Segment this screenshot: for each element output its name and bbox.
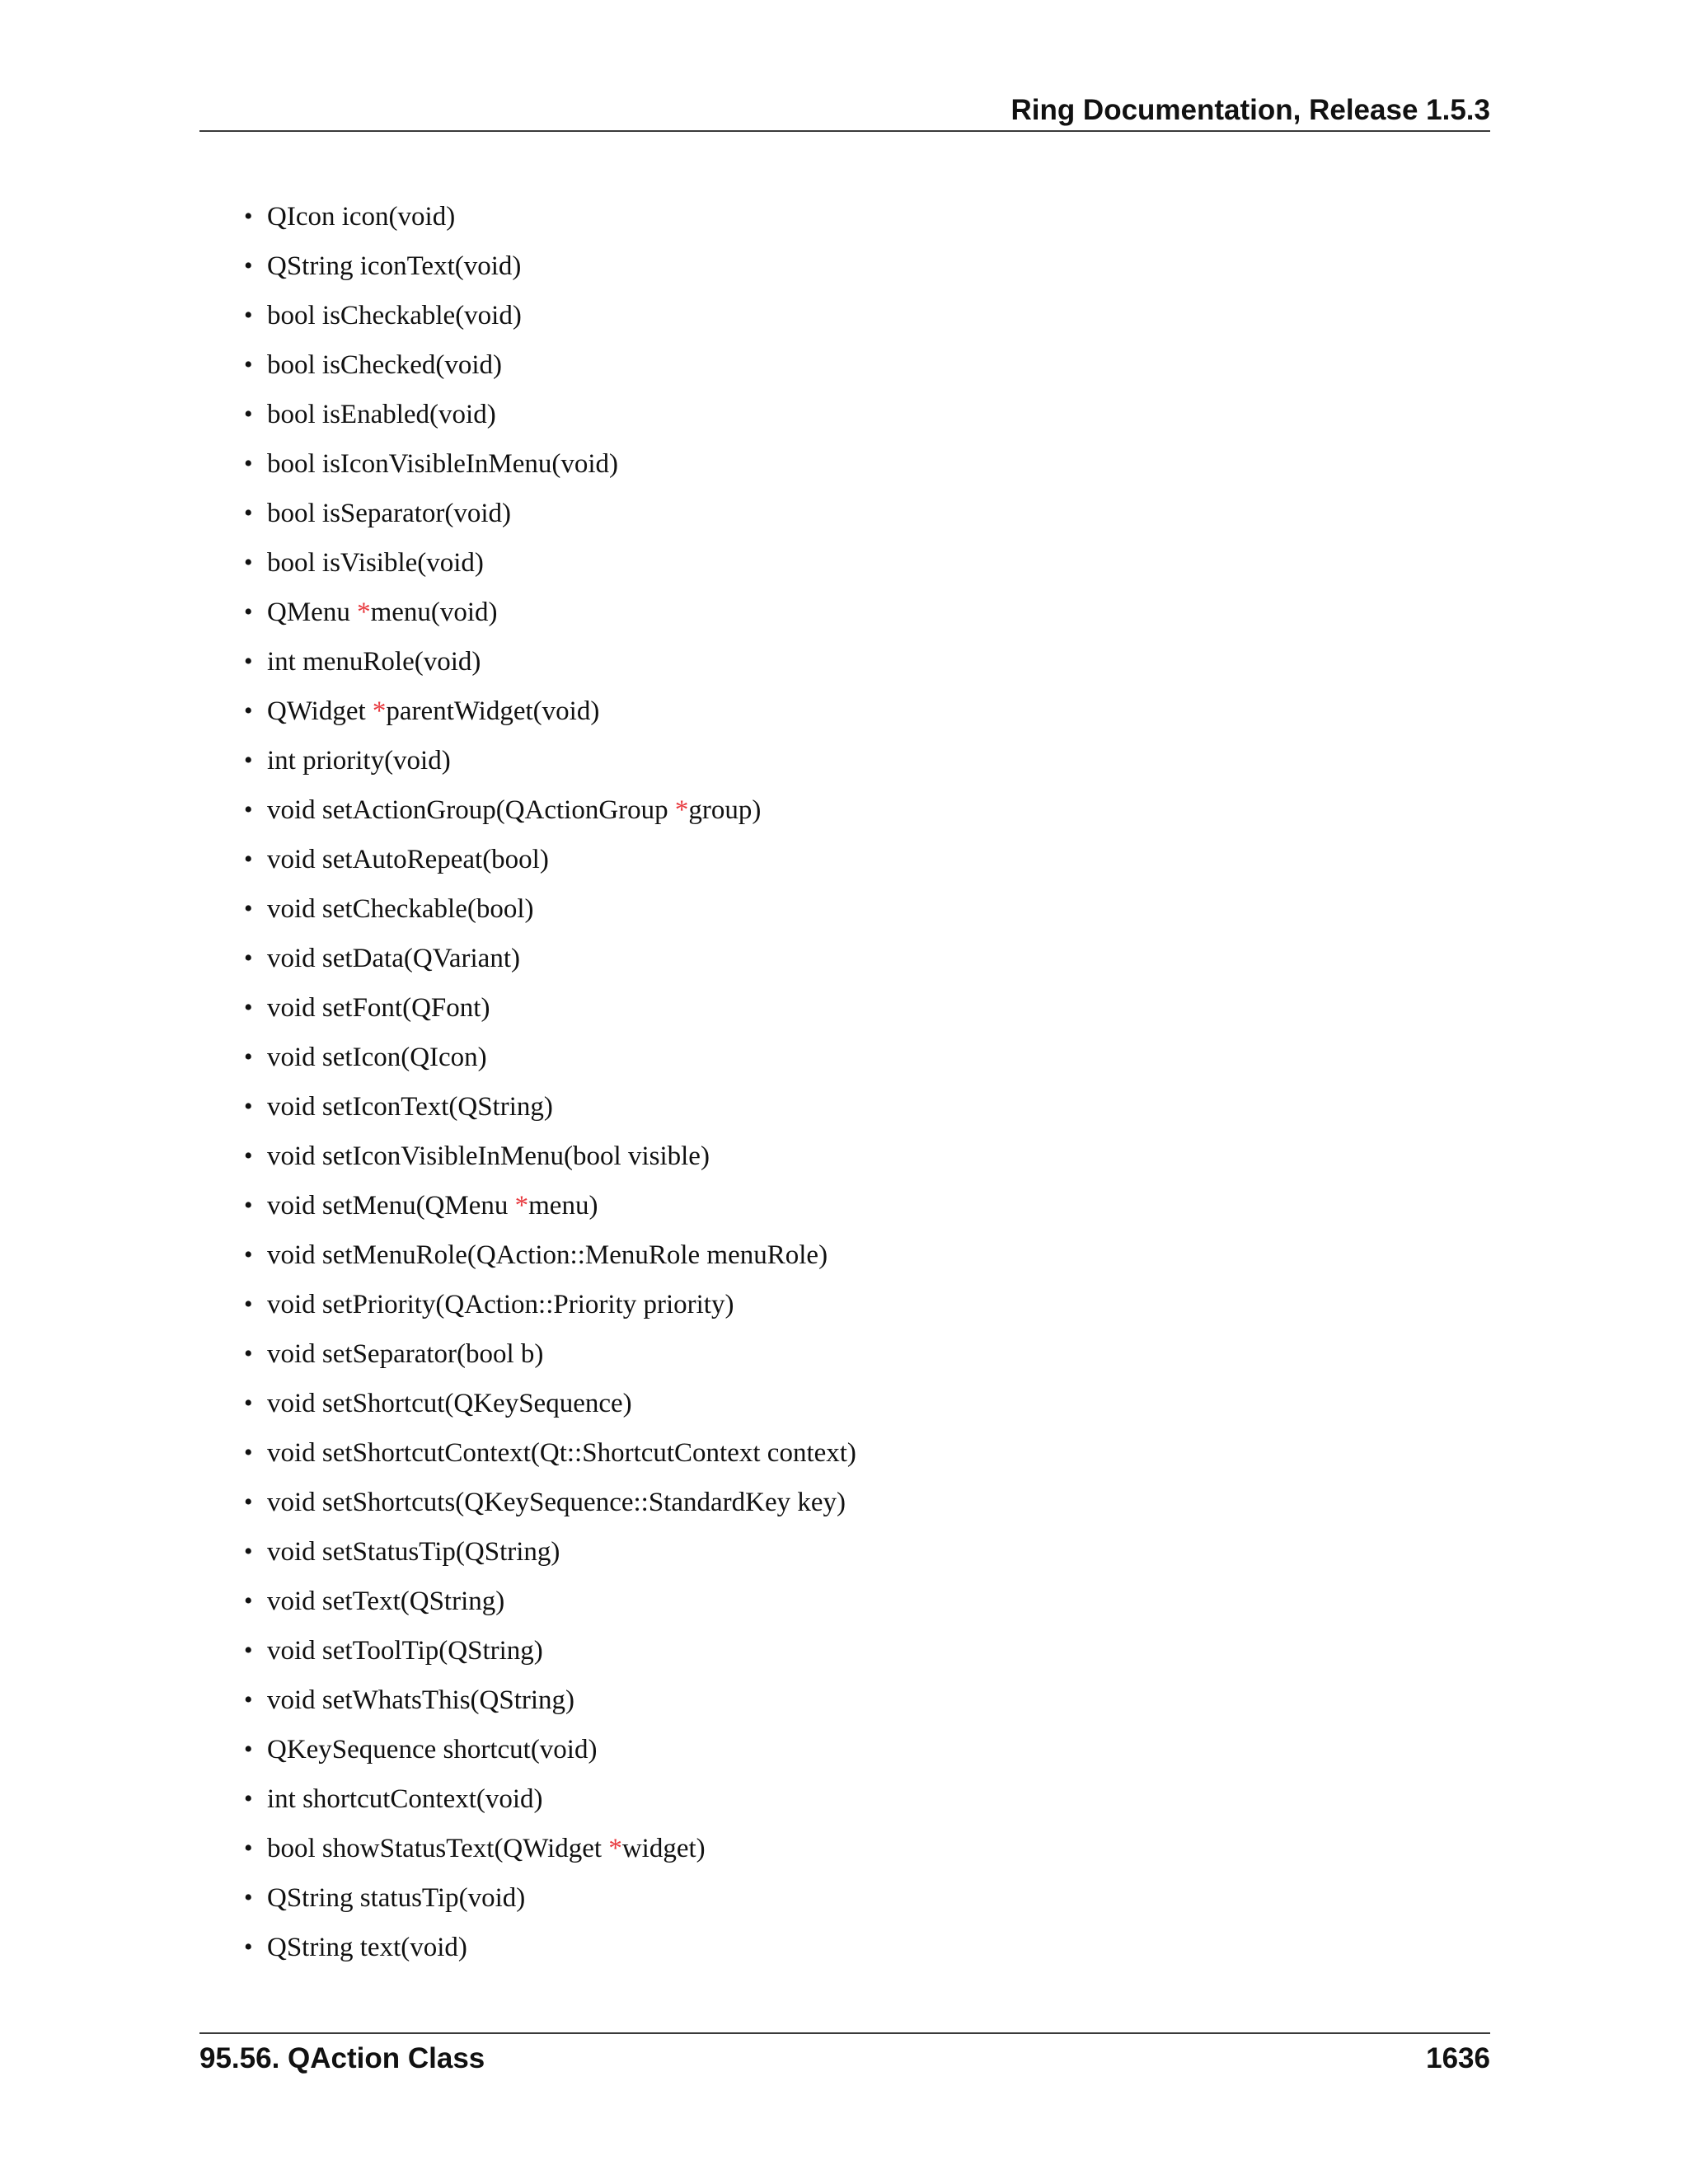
method-signature-rest: menu(void) — [370, 598, 498, 627]
bullet-icon: • — [244, 1390, 253, 1417]
method-list-item — [244, 244, 856, 293]
method-list-item — [244, 1579, 856, 1629]
pointer-asterisk: * — [372, 696, 387, 726]
method-signature: void setStatusTip(QString) — [267, 1537, 560, 1567]
bullet-icon: • — [244, 1835, 253, 1862]
bullet-icon: • — [244, 846, 253, 873]
method-signature-rest: group) — [688, 795, 762, 825]
section-title: 95.56. QAction Class — [199, 2042, 485, 2074]
method-signature: bool isChecked(void) — [267, 350, 503, 380]
bullet-icon: • — [244, 499, 253, 527]
method-list-item — [244, 936, 856, 986]
method-list-item — [244, 1282, 856, 1332]
method-list-item — [244, 1183, 856, 1233]
page-footer — [199, 2032, 1490, 2083]
bullet-icon: • — [244, 697, 253, 724]
method-list-item — [244, 1381, 856, 1431]
method-list-item — [244, 1678, 856, 1727]
method-signature-rest: widget) — [621, 1834, 706, 1863]
method-signature: void setMenu(QMenu — [267, 1191, 515, 1221]
page-header — [199, 91, 1490, 132]
method-list-item — [244, 1233, 856, 1282]
bullet-icon: • — [244, 1093, 253, 1120]
method-list-item — [244, 788, 856, 837]
method-signature: void setActionGroup(QActionGroup — [267, 795, 675, 825]
bullet-icon: • — [244, 1291, 253, 1318]
method-list-item — [244, 1134, 856, 1183]
method-list-item — [244, 194, 856, 244]
bullet-icon: • — [244, 252, 253, 279]
method-signature: void setWhatsThis(QString) — [267, 1685, 575, 1715]
bullet-icon: • — [244, 944, 253, 972]
method-signature: int shortcutContext(void) — [267, 1784, 543, 1814]
method-signature: void setIconVisibleInMenu(bool visible) — [267, 1141, 710, 1171]
method-signature: void setIconText(QString) — [267, 1092, 553, 1122]
method-signature: bool showStatusText(QWidget — [267, 1834, 609, 1863]
method-list-item — [244, 343, 856, 392]
method-list-item — [244, 1876, 856, 1925]
method-list-item — [244, 392, 856, 442]
bullet-icon: • — [244, 1439, 253, 1466]
bullet-icon: • — [244, 1538, 253, 1565]
method-list-item — [244, 689, 856, 738]
method-signature: void setShortcutContext(Qt::ShortcutContext context) — [267, 1438, 856, 1468]
method-list — [244, 194, 856, 1975]
bullet-icon: • — [244, 747, 253, 774]
bullet-icon: • — [244, 1043, 253, 1071]
page-number: 1636 — [1426, 2042, 1490, 2074]
bullet-icon: • — [244, 796, 253, 823]
method-list-item — [244, 541, 856, 590]
method-signature: void setIcon(QIcon) — [267, 1043, 487, 1072]
pointer-asterisk: * — [674, 795, 689, 825]
method-signature: QIcon icon(void) — [267, 202, 456, 232]
method-signature: QWidget — [267, 696, 373, 726]
method-list-item — [244, 491, 856, 541]
method-signature: void setMenuRole(QAction::MenuRole menuRole) — [267, 1240, 828, 1270]
bullet-icon: • — [244, 1488, 253, 1516]
method-list-item — [244, 1035, 856, 1085]
method-signature: void setData(QVariant) — [267, 944, 520, 973]
method-signature: void setPriority(QAction::Priority priority) — [267, 1290, 734, 1319]
method-signature: QString iconText(void) — [267, 251, 522, 281]
method-signature: void setText(QString) — [267, 1586, 505, 1616]
pointer-asterisk: * — [357, 598, 371, 627]
method-signature: QString statusTip(void) — [267, 1883, 526, 1913]
method-list-item — [244, 887, 856, 936]
method-list-item — [244, 986, 856, 1035]
method-list-item — [244, 1530, 856, 1579]
method-signature: void setShortcut(QKeySequence) — [267, 1389, 632, 1418]
method-list-item — [244, 590, 856, 640]
bullet-icon: • — [244, 203, 253, 230]
method-signature: void setCheckable(bool) — [267, 894, 534, 924]
bullet-icon: • — [244, 1587, 253, 1615]
method-signature: void setSeparator(bool b) — [267, 1339, 544, 1369]
method-signature: QString text(void) — [267, 1933, 467, 1962]
method-signature-rest: parentWidget(void) — [386, 696, 600, 726]
method-list-item — [244, 738, 856, 788]
method-signature: void setShortcuts(QKeySequence::StandardKey key) — [267, 1488, 846, 1517]
method-list-item — [244, 1629, 856, 1678]
bullet-icon: • — [244, 549, 253, 576]
bullet-icon: • — [244, 598, 253, 626]
method-list-item — [244, 837, 856, 887]
bullet-icon: • — [244, 1884, 253, 1911]
method-signature: int menuRole(void) — [267, 647, 481, 677]
method-list-item — [244, 1480, 856, 1530]
bullet-icon: • — [244, 1933, 253, 1961]
method-signature: int priority(void) — [267, 746, 451, 776]
bullet-icon: • — [244, 1785, 253, 1812]
pointer-asterisk: * — [608, 1834, 622, 1863]
bullet-icon: • — [244, 450, 253, 477]
bullet-icon: • — [244, 648, 253, 675]
bullet-icon: • — [244, 994, 253, 1021]
bullet-icon: • — [244, 1736, 253, 1763]
method-list-item — [244, 1085, 856, 1134]
method-signature: void setAutoRepeat(bool) — [267, 845, 549, 874]
bullet-icon: • — [244, 401, 253, 428]
method-signature: void setToolTip(QString) — [267, 1636, 543, 1666]
method-signature: bool isVisible(void) — [267, 548, 484, 578]
bullet-icon: • — [244, 351, 253, 378]
bullet-icon: • — [244, 1686, 253, 1713]
method-signature: bool isSeparator(void) — [267, 499, 512, 528]
method-list-item — [244, 1777, 856, 1826]
bullet-icon: • — [244, 302, 253, 329]
method-list-item — [244, 442, 856, 491]
method-signature: bool isIconVisibleInMenu(void) — [267, 449, 619, 479]
method-signature: void setFont(QFont) — [267, 993, 490, 1023]
method-signature: bool isCheckable(void) — [267, 301, 522, 330]
method-list-item — [244, 1925, 856, 1975]
bullet-icon: • — [244, 1340, 253, 1367]
method-list-item — [244, 1431, 856, 1480]
method-signature-rest: menu) — [528, 1191, 598, 1221]
bullet-icon: • — [244, 1192, 253, 1219]
method-list-item — [244, 1727, 856, 1777]
method-list-item — [244, 1332, 856, 1381]
method-list-item — [244, 293, 856, 343]
method-signature: QKeySequence shortcut(void) — [267, 1735, 598, 1765]
document-title: Ring Documentation, Release 1.5.3 — [1010, 94, 1490, 126]
method-signature: bool isEnabled(void) — [267, 400, 496, 429]
method-signature: QMenu — [267, 598, 358, 627]
method-list-item — [244, 1826, 856, 1876]
bullet-icon: • — [244, 1241, 253, 1268]
bullet-icon: • — [244, 1142, 253, 1169]
method-list-item — [244, 640, 856, 689]
bullet-icon: • — [244, 1637, 253, 1664]
bullet-icon: • — [244, 895, 253, 922]
pointer-asterisk: * — [514, 1191, 529, 1221]
